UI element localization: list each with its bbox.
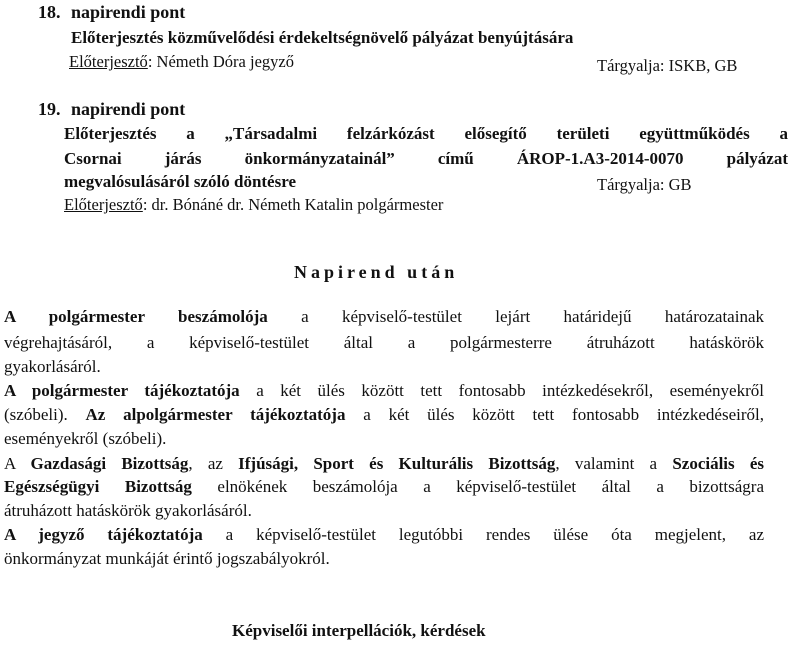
item-18-label: napirendi pont bbox=[71, 2, 186, 22]
item-18-presenter-name: Németh Dóra jegyző bbox=[156, 52, 294, 71]
after-agenda-heading: Napirend után bbox=[294, 262, 459, 282]
bold-segment-0: A polgármester beszámolója bbox=[4, 307, 268, 326]
text-segment-2: a két ülés között tett fontosabb intézkedéseiről, bbox=[345, 405, 765, 424]
p3-line-2 bbox=[4, 477, 764, 497]
p1-line-1 bbox=[4, 307, 764, 327]
item-18-presenter-sep: : bbox=[147, 52, 153, 71]
item-18-number: 18. bbox=[38, 2, 61, 22]
p3-line-1 bbox=[4, 454, 764, 474]
text-segment-2: , az bbox=[188, 454, 239, 473]
p2-line-2 bbox=[4, 405, 764, 425]
bold-segment-0: Egészségügyi Bizottság bbox=[4, 477, 192, 496]
item-18-discussed-by: Tárgyalja: ISKB, GB bbox=[597, 56, 738, 75]
p3-line-3: átruházott hatáskörök gyakorlásáról. bbox=[4, 501, 252, 520]
p1-line-2: végrehajtásáról, a képviselő-testület által a polgármesterre átruházott hatáskörök bbox=[4, 333, 764, 352]
item-19-number: 19. bbox=[38, 99, 61, 119]
item-19-title-line-1: Előterjesztés a „Társadalmi felzárkózást elősegítő területi együttműködés a bbox=[64, 124, 788, 143]
item-19-discussed-by: Tárgyalja: GB bbox=[597, 175, 692, 194]
text-segment-1: a képviselő-testület lejárt határidejű határozatainak bbox=[267, 307, 764, 326]
text-segment-1: elnökének beszámolója a képviselő-testület által a bizottságra bbox=[191, 477, 764, 496]
text-segment-0: A bbox=[4, 454, 31, 473]
item-18-presenter bbox=[69, 52, 294, 72]
bold-segment-0: A polgármester tájékoztatója bbox=[4, 381, 240, 400]
p1-line-3: gyakorlásáról. bbox=[4, 357, 101, 376]
bold-segment-1: Az alpolgármester tájékoztatója bbox=[85, 405, 346, 424]
item-19-presenter-name: dr. Bónáné dr. Németh Katalin polgármester bbox=[151, 195, 444, 214]
item-19-label: napirendi pont bbox=[71, 99, 186, 119]
bold-segment-0: A jegyző tájékoztatója bbox=[4, 525, 203, 544]
item-19-title-line-3: megvalósulásáról szóló döntésre bbox=[64, 172, 297, 191]
bold-segment-3: Ifjúsági, Sport és Kulturális Bizottság bbox=[238, 454, 556, 473]
text-segment-1: a két ülés között tett fontosabb intézkedésekről, eseményekről bbox=[239, 381, 764, 400]
text-segment-1: a képviselő-testület legutóbbi rendes ülése óta megjelent, az bbox=[202, 525, 764, 544]
item-18-title: Előterjesztés közművelődési érdekeltségnövelő pályázat benyújtására bbox=[71, 28, 574, 47]
bold-segment-1: Gazdasági Bizottság bbox=[30, 454, 189, 473]
text-segment-4: , valamint a bbox=[555, 454, 673, 473]
item-19-title-line-2: Csornai járás önkormányzatainál” című ÁROP-1.A3-2014-0070 pályázat bbox=[64, 149, 788, 168]
interpellations-heading: Képviselői interpellációk, kérdések bbox=[232, 621, 486, 640]
p2-line-3: eseményekről (szóbeli). bbox=[4, 429, 167, 448]
bold-segment-5: Szociális és bbox=[672, 454, 765, 473]
item-19-presenter-sep: : bbox=[142, 195, 148, 214]
p4-line-1 bbox=[4, 525, 764, 545]
item-18-presenter-label: Előterjesztő bbox=[69, 52, 148, 71]
item-19-presenter-label: Előterjesztő bbox=[64, 195, 143, 214]
item-19-presenter bbox=[64, 195, 443, 215]
text-segment-0: (szóbeli). bbox=[4, 405, 86, 424]
p2-line-1 bbox=[4, 381, 764, 401]
item-19-heading bbox=[38, 99, 185, 120]
p4-line-2: önkormányzat munkáját érintő jogszabályokról. bbox=[4, 549, 330, 568]
item-18-heading bbox=[38, 2, 185, 23]
